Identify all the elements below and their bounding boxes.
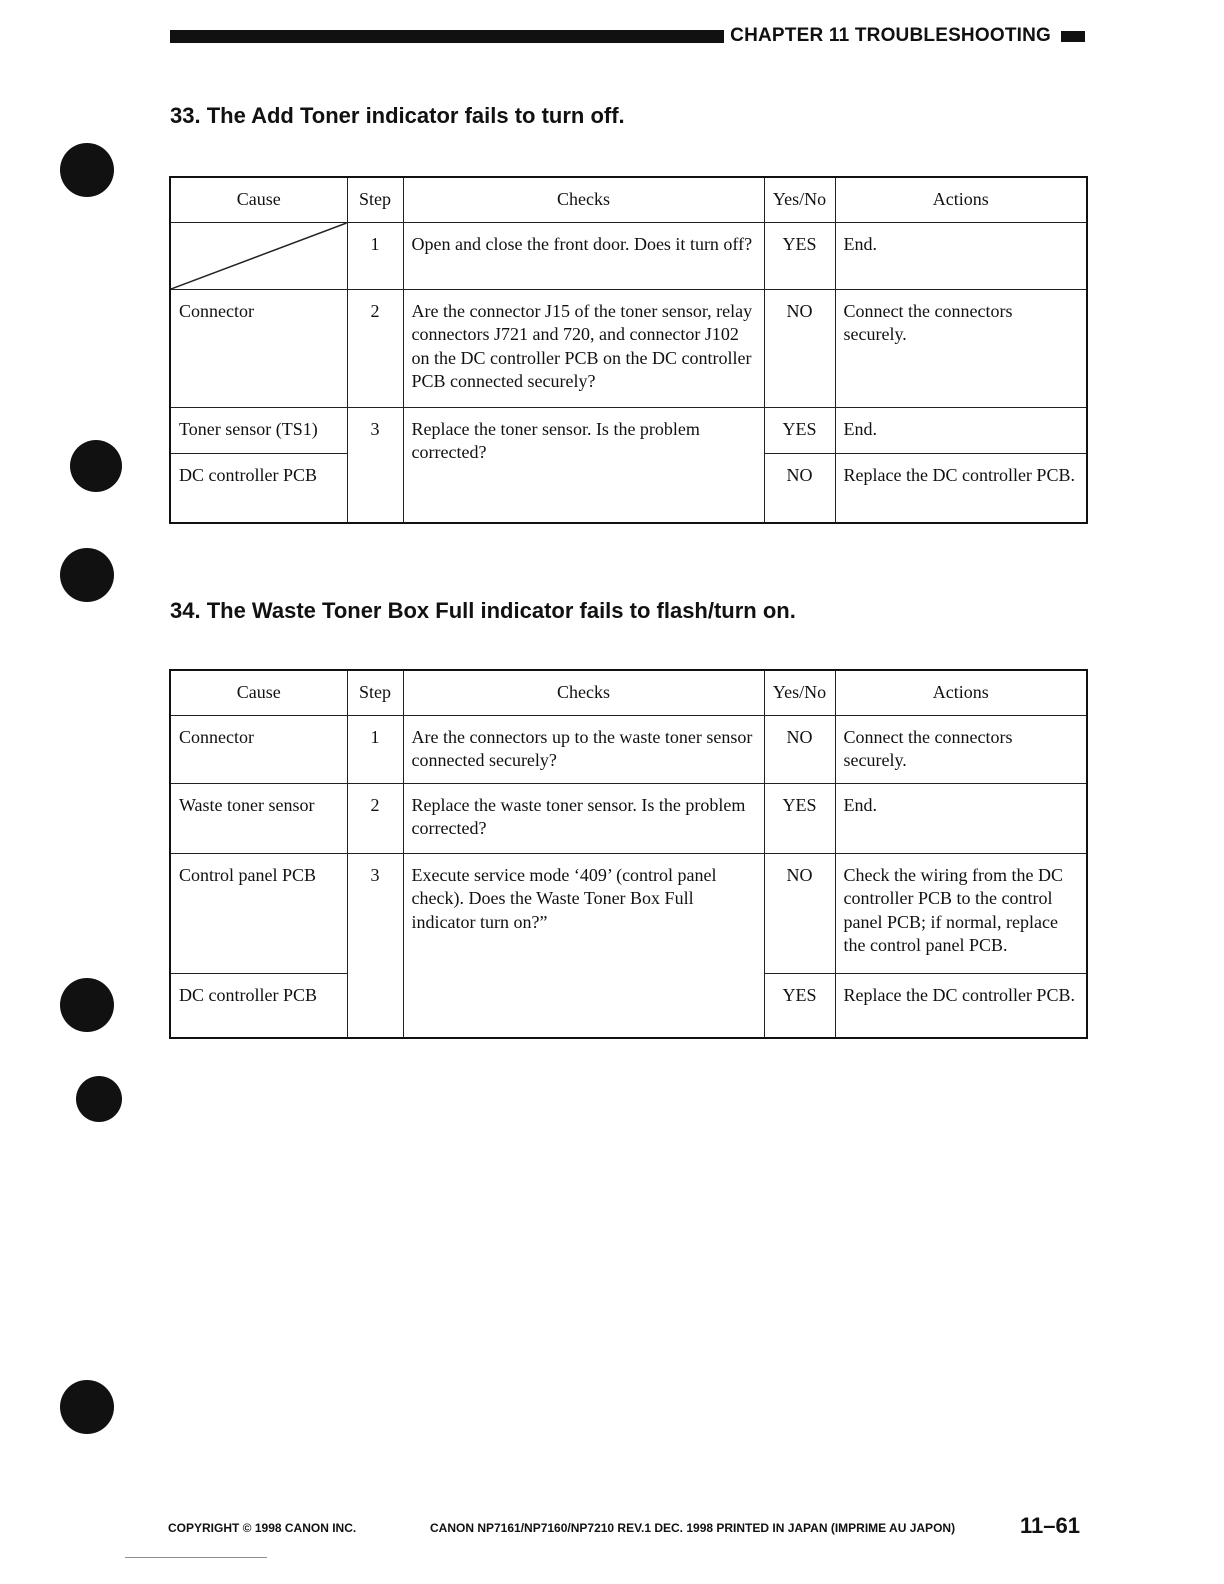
- header-actions: Actions: [835, 177, 1087, 222]
- punch-hole: [60, 1380, 114, 1434]
- step-cell: 1: [347, 715, 403, 783]
- header-cause: Cause: [170, 177, 347, 222]
- step-cell: 3: [347, 407, 403, 523]
- empty-cause-cell: [170, 222, 347, 289]
- action-cell: Connect the connectors securely.: [835, 715, 1087, 783]
- step-cell: 2: [347, 289, 403, 407]
- table-header-row: [170, 177, 1087, 222]
- footer-copyright: COPYRIGHT © 1998 CANON INC.: [168, 1521, 357, 1535]
- table-row: [170, 222, 1087, 289]
- yesno-cell: YES: [764, 973, 835, 1038]
- header-rule: [170, 30, 724, 43]
- punch-hole: [60, 548, 114, 602]
- header-end-block: [1061, 31, 1085, 42]
- cause-cell: DC controller PCB: [170, 973, 347, 1038]
- punch-hole: [60, 978, 114, 1032]
- yesno-cell: NO: [764, 453, 835, 523]
- header-step: Step: [347, 177, 403, 222]
- action-cell: Check the wiring from the DC controller PCB to the control panel PCB; if normal, replace the control panel PCB.: [835, 853, 1087, 973]
- cause-cell: Connector: [170, 715, 347, 783]
- table-row: [170, 407, 1087, 453]
- step-cell: 2: [347, 783, 403, 853]
- action-cell: Replace the DC controller PCB.: [835, 453, 1087, 523]
- table-add-toner: [169, 176, 1088, 524]
- header-checks: Checks: [403, 670, 764, 715]
- check-cell: Are the connector J15 of the toner sensor, relay connectors J721 and 720, and connector J102 on the DC controller PCB on the DC controller PCB connected securely?: [403, 289, 764, 407]
- yesno-cell: NO: [764, 289, 835, 407]
- page-number: 11–61: [1020, 1513, 1080, 1538]
- table-row: [170, 853, 1087, 973]
- check-cell: Replace the waste toner sensor. Is the problem corrected?: [403, 783, 764, 853]
- action-cell: End.: [835, 222, 1087, 289]
- punch-hole: [60, 143, 114, 197]
- punch-hole: [76, 1076, 122, 1122]
- table-row: [170, 715, 1087, 783]
- chapter-header: [170, 27, 1085, 45]
- section-33-title: 33. The Add Toner indicator fails to turn off.: [170, 103, 625, 128]
- header-yesno: Yes/No: [764, 670, 835, 715]
- header-step: Step: [347, 670, 403, 715]
- step-cell: 3: [347, 853, 403, 1038]
- footer-edition: CANON NP7161/NP7160/NP7210 REV.1 DEC. 1998 PRINTED IN JAPAN (IMPRIME AU JAPON): [430, 1521, 956, 1535]
- cause-cell: Toner sensor (TS1): [170, 407, 347, 453]
- action-cell: Replace the DC controller PCB.: [835, 973, 1087, 1038]
- chapter-title: CHAPTER 11 TROUBLESHOOTING: [730, 25, 1051, 46]
- yesno-cell: NO: [764, 715, 835, 783]
- header-actions: Actions: [835, 670, 1087, 715]
- check-cell: Replace the toner sensor. Is the problem corrected?: [403, 407, 764, 523]
- check-cell: Open and close the front door. Does it turn off?: [403, 222, 764, 289]
- yesno-cell: YES: [764, 407, 835, 453]
- cause-cell: Connector: [170, 289, 347, 407]
- table-header-row: [170, 670, 1087, 715]
- action-cell: End.: [835, 783, 1087, 853]
- header-yesno: Yes/No: [764, 177, 835, 222]
- table-row: [170, 783, 1087, 853]
- punch-hole: [70, 440, 122, 492]
- cause-cell: DC controller PCB: [170, 453, 347, 523]
- step-cell: 1: [347, 222, 403, 289]
- action-cell: End.: [835, 407, 1087, 453]
- header-checks: Checks: [403, 177, 764, 222]
- check-cell: Are the connectors up to the waste toner sensor connected securely?: [403, 715, 764, 783]
- header-cause: Cause: [170, 670, 347, 715]
- cause-cell: Waste toner sensor: [170, 783, 347, 853]
- footer-link-rule: [125, 1557, 267, 1558]
- action-cell: Connect the connectors securely.: [835, 289, 1087, 407]
- yesno-cell: YES: [764, 222, 835, 289]
- cause-cell: Control panel PCB: [170, 853, 347, 973]
- diagonal-line: [171, 223, 347, 289]
- section-34-title: 34. The Waste Toner Box Full indicator fails to flash/turn on.: [170, 598, 796, 623]
- table-waste-toner: [169, 669, 1088, 1039]
- table-row: [170, 289, 1087, 407]
- yesno-cell: YES: [764, 783, 835, 853]
- yesno-cell: NO: [764, 853, 835, 973]
- check-cell: Execute service mode ‘409’ (control panel check). Does the Waste Toner Box Full indicator turn on?”: [403, 853, 764, 1038]
